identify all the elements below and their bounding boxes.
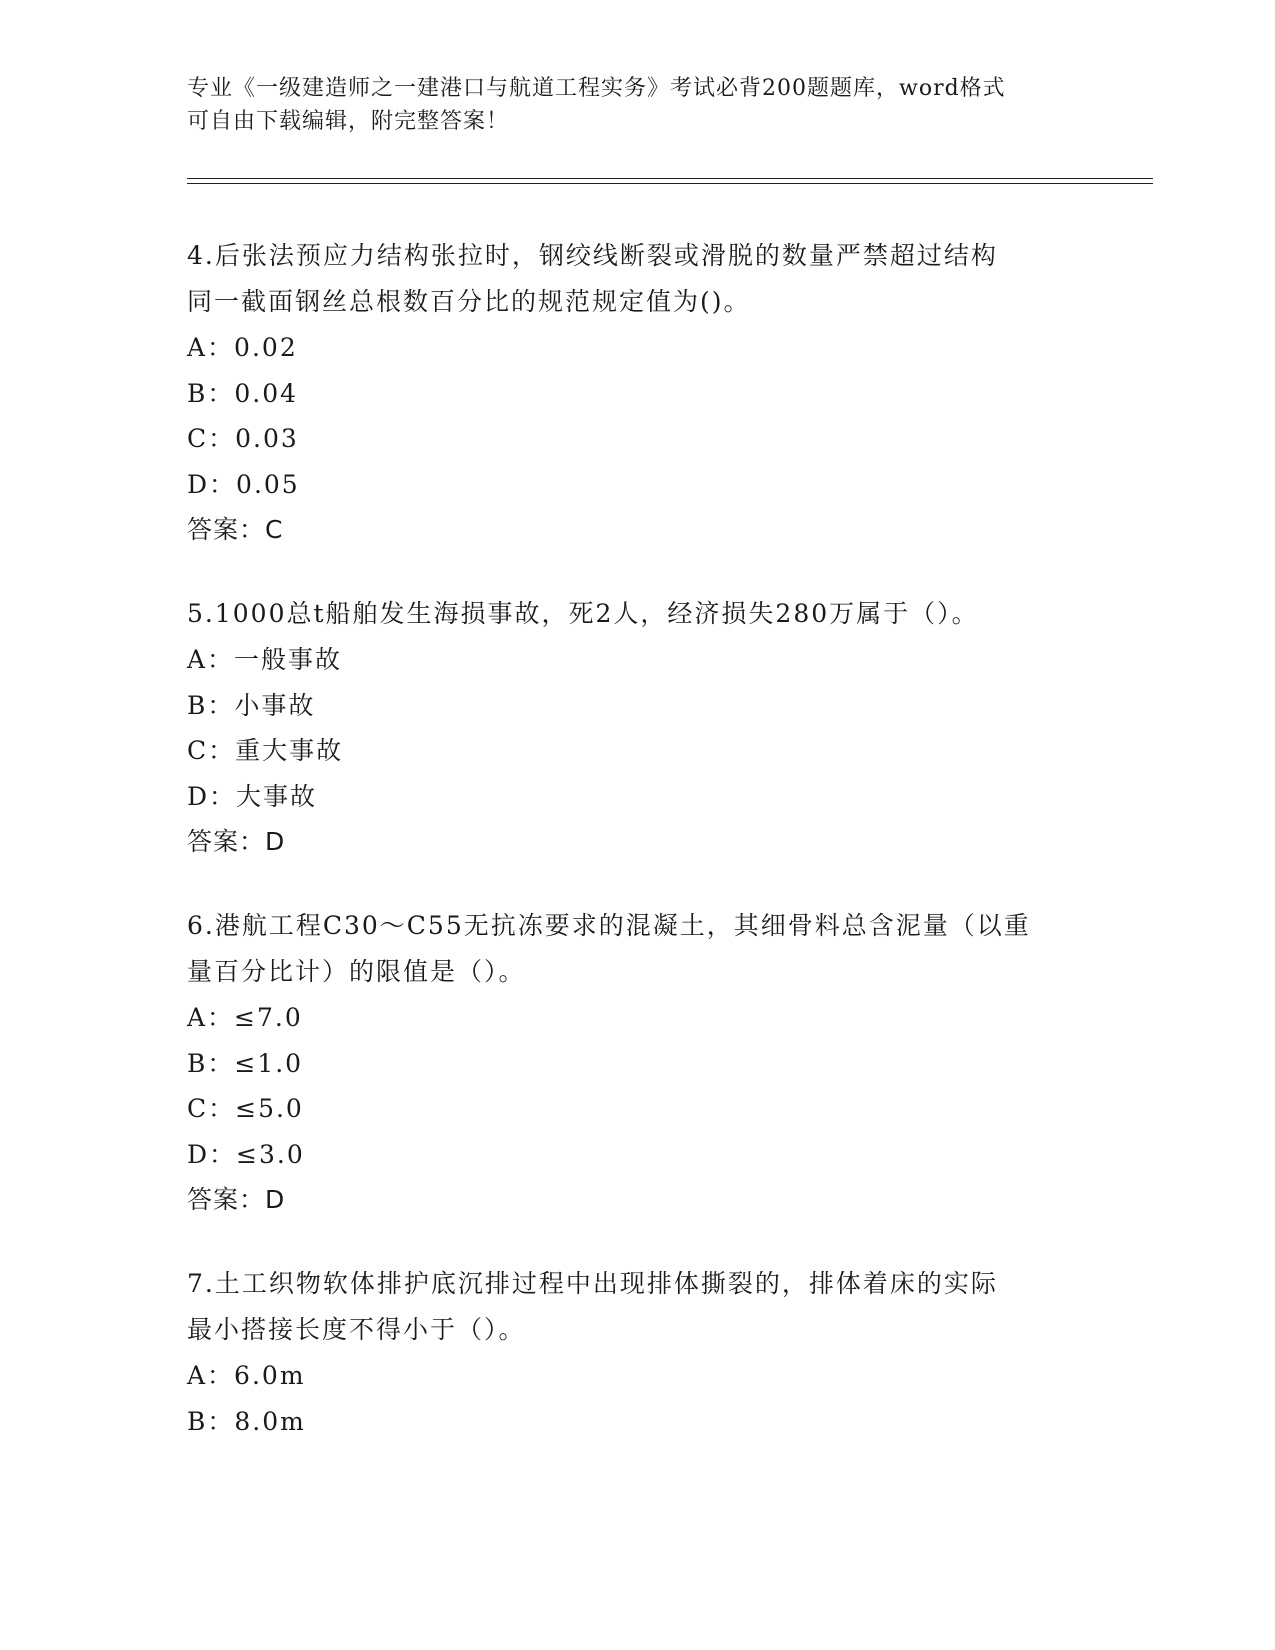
option-a: A：≤7.0 [187, 1003, 303, 1032]
option-c: C：≤5.0 [187, 1094, 304, 1123]
question-stem: 6.港航工程C30～C55无抗冻要求的混凝土，其细骨料总含泥量（以重 [187, 911, 1031, 940]
option-b: B：≤1.0 [187, 1048, 304, 1078]
document-header [187, 72, 1087, 138]
answer: 答案：C [187, 515, 284, 544]
question-stem: 量百分比计）的限值是（）。 [187, 957, 526, 986]
header-divider-bottom [187, 183, 1153, 184]
question-list [187, 233, 1087, 1482]
option-a: A：6.0m [187, 1361, 306, 1390]
option-a: A：一般事故 [187, 645, 343, 674]
question-stem: 最小搭接长度不得小于（）。 [187, 1315, 526, 1344]
question-5 [187, 591, 1087, 865]
option-a: A：0.02 [187, 333, 298, 362]
header-line-2: 可自由下载编辑，附完整答案！ [187, 109, 510, 134]
header-line-1: 专业《一级建造师之一建港口与航道工程实务》考试必背200题题库，word格式 [187, 76, 1006, 101]
option-d: D：大事故 [187, 781, 318, 811]
option-c: C：重大事故 [187, 736, 344, 765]
option-d: D：0.05 [187, 469, 300, 499]
question-stem: 5.1000总t船舶发生海损事故，死2人，经济损失280万属于（）。 [187, 599, 979, 628]
question-stem: 同一截面钢丝总根数百分比的规范规定值为()。 [187, 287, 751, 316]
question-6 [187, 903, 1087, 1223]
answer: 答案：D [187, 1185, 286, 1214]
option-c: C：0.03 [187, 424, 299, 453]
question-stem: 4.后张法预应力结构张拉时，钢绞线断裂或滑脱的数量严禁超过结构 [187, 241, 998, 270]
option-b: B：小事故 [187, 690, 316, 720]
question-7 [187, 1261, 1087, 1444]
option-d: D：≤3.0 [187, 1139, 305, 1169]
option-b: B：0.04 [187, 378, 299, 408]
answer: 答案：D [187, 827, 286, 856]
question-4 [187, 233, 1087, 553]
header-divider-top [187, 178, 1153, 179]
option-b: B：8.0m [187, 1406, 306, 1436]
question-stem: 7.土工织物软体排护底沉排过程中出现排体撕裂的，排体着床的实际 [187, 1269, 998, 1298]
